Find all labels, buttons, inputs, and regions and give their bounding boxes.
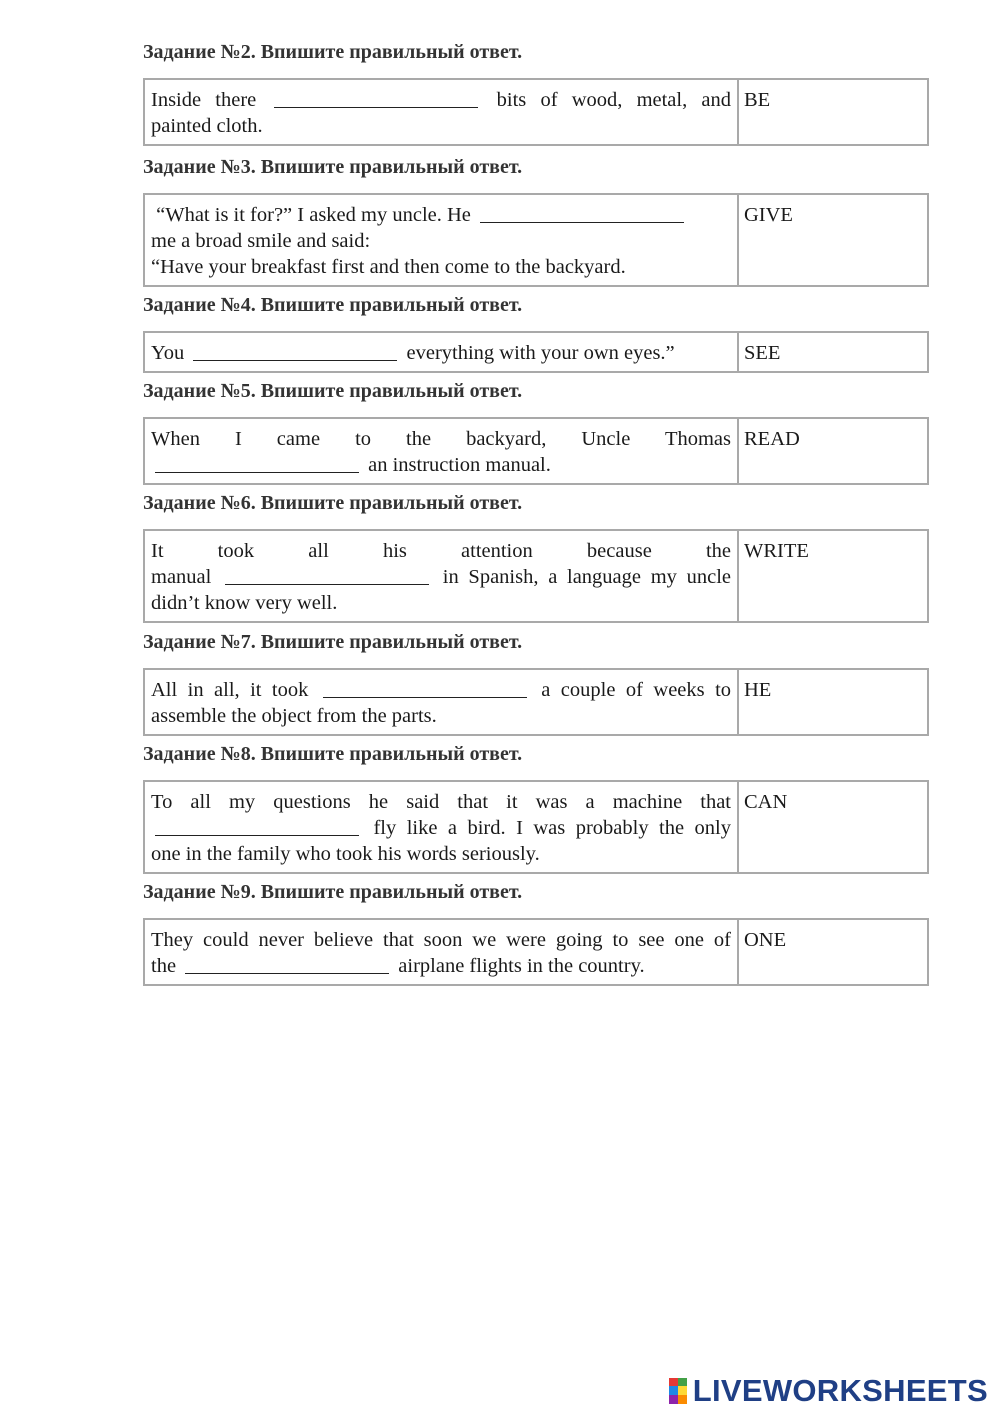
sentence-line: [151, 452, 731, 478]
sentence-line: [151, 254, 731, 280]
task-title: Задание №4. Впишите правильный ответ.: [143, 294, 523, 316]
sentence-text: everything with your own eyes.”: [406, 342, 675, 364]
task-table: [143, 331, 929, 373]
task-title: Задание №3. Впишите правильный ответ.: [143, 156, 523, 178]
keyword-cell: HE: [744, 679, 772, 701]
task-title: Задание №6. Впишите правильный ответ.: [143, 492, 523, 514]
sentence-cell: [145, 419, 739, 483]
logo-mark-icon: [669, 1378, 687, 1404]
task-table: [143, 668, 929, 736]
sentence-cell: [145, 195, 739, 285]
task-block: [143, 379, 929, 485]
task-table: [143, 780, 929, 874]
sentence-line: [151, 87, 731, 113]
sentence-text: bits of wood, metal, and: [496, 89, 732, 111]
sentence-line: [151, 677, 731, 703]
sentence-cell: [145, 782, 739, 872]
sentence-text: an instruction manual.: [368, 454, 551, 476]
sentence-line: [151, 815, 731, 841]
sentence-text: When I came to the backyard, Uncle Thomas: [151, 428, 731, 450]
sentence-line: [151, 340, 731, 366]
keyword-cell: READ: [744, 428, 800, 450]
answer-blank-input[interactable]: [480, 202, 684, 223]
sentence-line: [151, 927, 731, 953]
sentence-cell: [145, 333, 739, 371]
sentence-text: “Have your breakfast first and then come to the backyard.: [151, 256, 626, 278]
task-title: Задание №7. Впишите правильный ответ.: [143, 631, 523, 653]
sentence-text: one in the family who took his words seriously.: [151, 843, 540, 865]
sentence-text: in Spanish, a language my uncle: [442, 566, 732, 588]
task-table: [143, 918, 929, 986]
sentence-text: To all my questions he said that it was a machine that: [151, 791, 731, 813]
keyword-cell: WRITE: [744, 540, 809, 562]
logo-text: LIVEWORKSHEETS: [692, 1373, 988, 1408]
sentence-line: [151, 841, 731, 867]
answer-blank-input[interactable]: [225, 564, 429, 585]
task-block: [143, 491, 929, 623]
answer-blank-input[interactable]: [185, 953, 389, 974]
sentence-text: airplane flights in the country.: [398, 955, 645, 977]
task-title: Задание №5. Впишите правильный ответ.: [143, 380, 523, 402]
sentence-line: [151, 590, 731, 616]
sentence-line: [151, 953, 731, 979]
answer-blank-input[interactable]: [323, 677, 527, 698]
sentence-cell: [145, 80, 739, 144]
sentence-cell: [145, 531, 739, 621]
sentence-text: painted cloth.: [151, 115, 263, 137]
sentence-text: “What is it for?” I asked my uncle. He: [151, 204, 471, 226]
keyword-cell: CAN: [744, 791, 788, 813]
sentence-line: [151, 538, 731, 564]
task-title: Задание №9. Впишите правильный ответ.: [143, 881, 523, 903]
sentence-text: a couple of weeks to: [541, 679, 732, 701]
answer-blank-input[interactable]: [155, 452, 359, 473]
keyword-cell: ONE: [744, 929, 787, 951]
sentence-text: fly like a bird. I was probably the only: [373, 817, 732, 839]
answer-blank-input[interactable]: [155, 815, 359, 836]
sentence-line: [151, 703, 731, 729]
sentence-text: didn’t know very well.: [151, 592, 338, 614]
task-block: [143, 40, 929, 146]
sentence-text: All in all, it took: [151, 679, 309, 701]
sentence-text: You: [151, 342, 185, 364]
task-block: [143, 293, 929, 373]
task-block: [143, 742, 929, 874]
task-table: [143, 78, 929, 146]
sentence-text: Inside there: [151, 89, 257, 111]
task-table: [143, 193, 929, 287]
sentence-text: me a broad smile and said:: [151, 230, 371, 252]
keyword-cell: GIVE: [744, 204, 793, 226]
sentence-text: assemble the object from the parts.: [151, 705, 437, 727]
task-title: Задание №2. Впишите правильный ответ.: [143, 41, 523, 63]
liveworksheets-logo: [669, 1373, 988, 1409]
sentence-line: [151, 564, 731, 590]
keyword-cell: BE: [744, 89, 771, 111]
task-block: [143, 155, 929, 287]
task-table: [143, 417, 929, 485]
sentence-text: manual: [151, 566, 212, 588]
sentence-line: [151, 202, 731, 228]
answer-blank-input[interactable]: [274, 87, 478, 108]
task-block: [143, 630, 929, 736]
sentence-line: [151, 228, 731, 254]
task-table: [143, 529, 929, 623]
task-block: [143, 880, 929, 986]
task-title: Задание №8. Впишите правильный ответ.: [143, 743, 523, 765]
sentence-line: [151, 789, 731, 815]
sentence-line: [151, 113, 731, 139]
sentence-text: They could never believe that soon we were going to see one of: [151, 929, 731, 951]
sentence-cell: [145, 670, 739, 734]
sentence-text: It took all his attention because the: [151, 540, 731, 562]
sentence-cell: [145, 920, 739, 984]
sentence-text: the: [151, 955, 177, 977]
sentence-line: [151, 426, 731, 452]
keyword-cell: SEE: [744, 342, 781, 364]
answer-blank-input[interactable]: [193, 340, 397, 361]
